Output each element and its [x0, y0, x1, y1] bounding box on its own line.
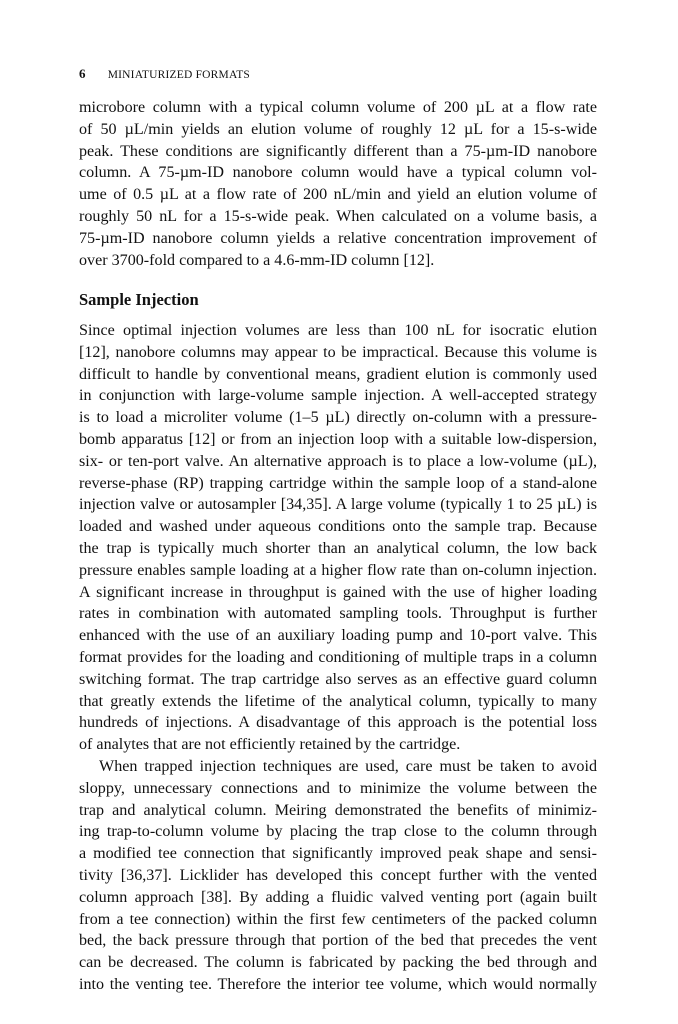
text-line: loaded and washed under aqueous conditions onto the sample trap. Because — [79, 518, 597, 536]
paragraph-2 — [79, 320, 597, 996]
text-line: injection valve or autosampler [34,35]. A large volume (typically 1 to 25 µL) is — [79, 496, 597, 514]
text-line: ume of 0.5 µL at a flow rate of 200 nL/min and yield an elution volume of — [79, 186, 597, 204]
text-line: the trap is typically much shorter than an analytical column, the low back — [79, 539, 597, 557]
text-line: roughly 50 nL for a 15-s-wide peak. When calculated on a volume basis, a — [79, 207, 597, 225]
text-line: A significant increase in throughput is gained with the use of higher loading — [79, 583, 597, 601]
text-line: pressure enables sample loading at a higher flow rate than on-column injection. — [79, 561, 597, 579]
text-line: When trapped injection techniques are used, care must be taken to avoid — [99, 757, 597, 775]
text-line: from a tee connection) within the first few centimeters of the packed column — [79, 910, 597, 928]
text-line: into the venting tee. Therefore the interior tee volume, which would normally — [79, 975, 597, 993]
text-line: trap and analytical column. Meiring demonstrated the benefits of minimiz- — [79, 801, 597, 819]
text-line: hundreds of injections. A disadvantage of this approach is the potential loss — [79, 714, 597, 732]
text-line: can be decreased. The column is fabricated by packing the bed through and — [79, 954, 597, 972]
text-line: tivity [36,37]. Licklider has developed this concept further with the vented — [79, 866, 597, 884]
running-head — [79, 66, 250, 82]
text-line: microbore column with a typical column volume of 200 µL at a flow rate — [79, 99, 597, 116]
page-number: 6 — [79, 66, 86, 81]
text-line: a modified tee connection that significantly improved peak shape and sensi- — [79, 845, 597, 863]
text-line: six- or ten-port valve. An alternative approach is to place a low-volume (µL), — [79, 452, 597, 470]
text-line: that greatly extends the lifetime of the analytical column, typically to many — [79, 692, 597, 710]
text-line: sloppy, unnecessary connections and to minimize the volume between the — [79, 779, 597, 797]
text-line: bed, the back pressure through that portion of the bed that precedes the vent — [79, 932, 597, 950]
text-line: in conjunction with large-volume sample injection. A well-accepted strategy — [79, 387, 597, 405]
text-line: of analytes that are not efficiently retained by the cartridge. — [79, 736, 461, 754]
text-line: peak. These conditions are significantly different than a 75-µm-ID nanobore — [79, 142, 597, 160]
text-line: bomb apparatus [12] or from an injection loop with a suitable low-dispersion, — [79, 430, 597, 448]
text-line: Since optimal injection volumes are less than 100 nL for isocratic elution — [79, 322, 597, 339]
text-line: rates in combination with automated sampling tools. Throughput is further — [79, 605, 597, 623]
text-line: of 50 µL/min yields an elution volume of roughly 12 µL for a 15-s-wide — [79, 120, 597, 138]
text-line: switching format. The trap cartridge also serves as an effective guard column — [79, 670, 597, 688]
text-line: format provides for the loading and conditioning of multiple traps in a column — [79, 648, 597, 666]
text-line: column approach [38]. By adding a fluidic valved venting port (again built — [79, 888, 597, 906]
text-line: reverse-phase (RP) trapping cartridge within the sample loop of a stand-alone — [79, 474, 597, 492]
paragraph-1 — [79, 97, 597, 271]
running-title: MINIATURIZED FORMATS — [107, 69, 251, 81]
text-line: is to load a microliter volume (1–5 µL) directly on-column with a pressure- — [79, 409, 597, 427]
text-line: ing trap-to-column volume by placing the trap close to the column through — [79, 823, 597, 841]
text-line: 75-µm-ID nanobore column yields a relative concentration improvement of — [79, 229, 597, 247]
text-line: column. A 75-µm-ID nanobore column would have a typical column vol- — [79, 164, 597, 182]
text-line: [12], nanobore columns may appear to be impractical. Because this volume is — [79, 343, 597, 361]
section-heading: Sample Injection — [79, 290, 199, 309]
text-line: enhanced with the use of an auxiliary loading pump and 10-port valve. This — [79, 627, 597, 645]
text-line: difficult to handle by conventional means, gradient elution is commonly used — [79, 365, 597, 383]
text-line: over 3700-fold compared to a 4.6-mm-ID column [12]. — [79, 251, 435, 269]
